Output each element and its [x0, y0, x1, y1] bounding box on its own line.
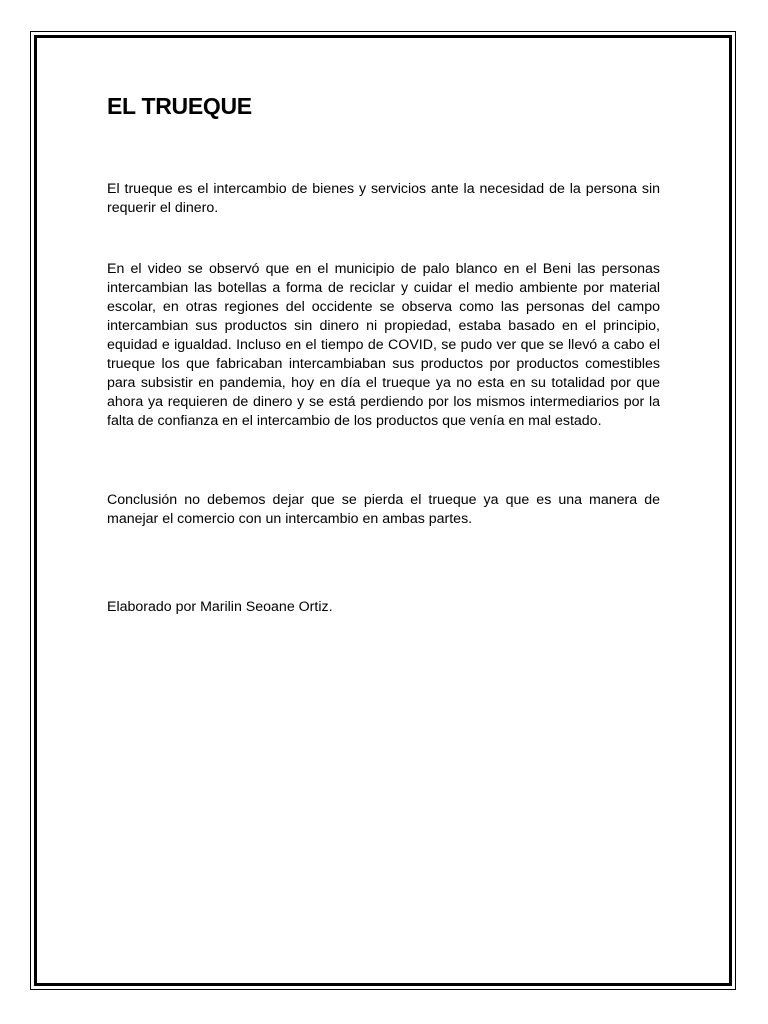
- conclusion-paragraph: Conclusión no debemos dejar que se pierda el trueque ya que es una manera de manejar el comercio con un intercambio en ambas partes.: [107, 492, 660, 527]
- document-title: EL TRUEQUE: [107, 93, 252, 119]
- definition-paragraph: El trueque es el intercambio de bienes y servicios ante la necesidad de la persona sin requerir el dinero.: [107, 181, 660, 216]
- author-line: Elaborado por Marilin Seoane Ortiz.: [107, 599, 333, 615]
- observation-paragraph: En el video se observó que en el municipio de palo blanco en el Beni las personas intercambian las botellas a forma de reciclar y cuidar el medio ambiente por material escolar, en otras regiones del occidente se observa como las personas del campo intercambian sus productos sin dinero ni propiedad, estaba basado en el principio, equidad e igualdad. Incluso en el tiempo de COVID, se pudo ver que se llevó a cabo el trueque los que fabricaban intercambiaban sus productos por productos comestibles para subsistir en pandemia, hoy en día el trueque ya no esta en su totalidad por que ahora ya requieren de dinero y se está perdiendo por los mismos intermediarios por la falta de confianza en el intercambio de los productos que venía en mal estado.: [107, 261, 660, 429]
